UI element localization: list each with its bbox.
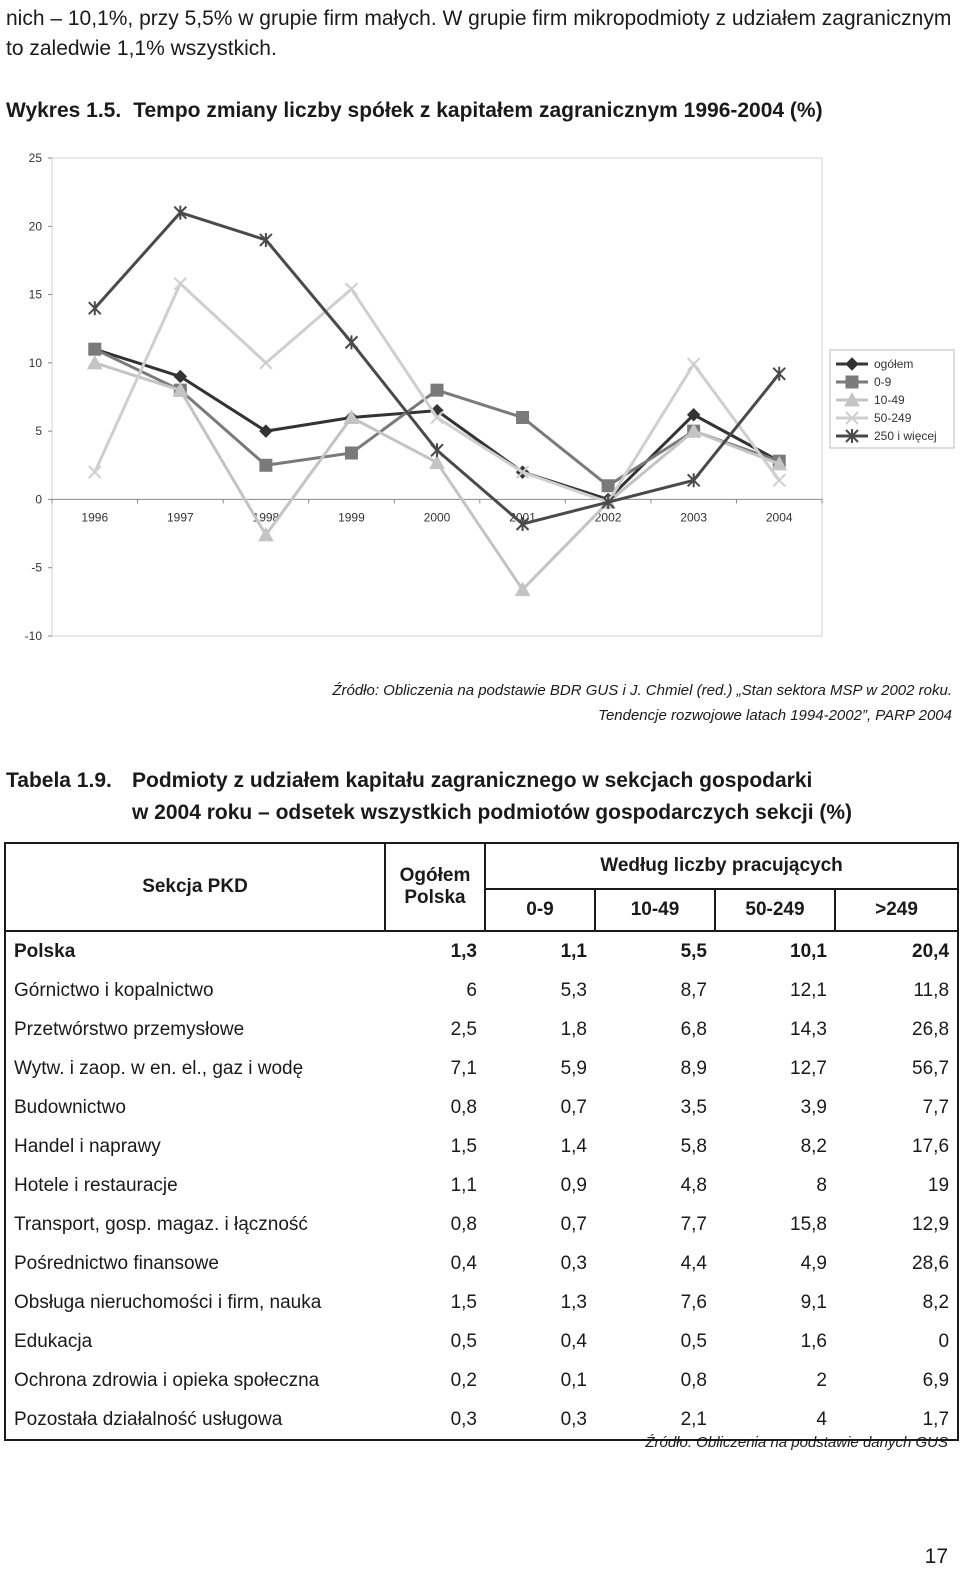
data-point-series-3 — [345, 283, 357, 295]
table-cell: 56,7 — [912, 1057, 950, 1079]
data-point-series-4 — [89, 301, 101, 315]
x-tick-label: 1998 — [252, 510, 280, 525]
data-point-series-3 — [174, 278, 186, 290]
data-point-series-1 — [345, 447, 357, 459]
row-label: Górnictwo i kopalnictwo — [14, 979, 214, 1001]
row-label: Budownictwo — [14, 1096, 126, 1118]
figure-title: Tempo zmiany liczby spółek z kapitałem zagranicznym 1996-2004 (%) — [133, 99, 823, 122]
header-ogolem-line2: Polska — [404, 887, 466, 908]
data-point-series-1 — [260, 459, 272, 471]
table-cell: 12,9 — [912, 1213, 950, 1235]
data-table — [4, 842, 959, 1441]
y-tick-label: 25 — [28, 151, 42, 165]
data-point-series-1 — [431, 384, 443, 396]
table-row — [5, 1088, 958, 1127]
legend-label: 50-249 — [874, 411, 912, 425]
table-body — [5, 931, 958, 1440]
table-row — [5, 971, 958, 1010]
table-cell: 3,9 — [800, 1096, 827, 1118]
table-cell: 17,6 — [912, 1135, 950, 1157]
table-cell: 4,8 — [680, 1174, 707, 1196]
data-point-series-3 — [260, 357, 272, 369]
series-line-4 — [95, 213, 779, 524]
table-row — [5, 1283, 958, 1322]
data-point-series-1 — [602, 480, 614, 492]
legend-label: 0-9 — [874, 375, 892, 389]
data-point-series-1 — [517, 411, 529, 423]
table-cell: 0,9 — [560, 1174, 587, 1196]
y-tick-label: 15 — [28, 287, 42, 302]
row-label: Wytw. i zaop. w en. el., gaz i wodę — [14, 1057, 304, 1079]
table-cell: 1,5 — [450, 1135, 477, 1157]
table-cell: 1,7 — [922, 1408, 950, 1430]
table-cell: 0 — [938, 1330, 950, 1352]
table-cell: 2 — [816, 1369, 827, 1391]
row-label: Przetwórstwo przemysłowe — [14, 1018, 245, 1040]
table-cell: 1,3 — [560, 1291, 587, 1313]
table-cell: 11,8 — [913, 979, 950, 1001]
table-cell: 8,9 — [680, 1057, 707, 1079]
table-cell: 5,5 — [680, 940, 707, 962]
header-col-50-249: 50-249 — [715, 889, 835, 931]
series-line-0 — [95, 349, 779, 499]
table-cell: 1,5 — [450, 1291, 477, 1313]
table-row — [5, 931, 958, 971]
header-ogolem — [385, 843, 485, 931]
table-cell: 8,7 — [680, 979, 707, 1001]
data-point-series-4 — [431, 443, 443, 457]
table-row — [5, 1166, 958, 1205]
table-cell: 0,8 — [680, 1369, 707, 1391]
table-cell: 1,1 — [560, 940, 587, 962]
data-point-series-4 — [773, 367, 785, 381]
figure-source — [332, 678, 952, 728]
header-col-gt249: >249 — [835, 889, 958, 931]
data-point-series-3 — [89, 466, 101, 478]
table-cell: 0,7 — [560, 1213, 587, 1235]
table-cell: 0,8 — [450, 1213, 477, 1235]
table-row — [5, 1361, 958, 1400]
table-row — [5, 1127, 958, 1166]
y-tick-label: 0 — [35, 492, 42, 507]
y-tick-label: -10 — [24, 629, 42, 643]
figure-number: Wykres 1.5. — [6, 99, 122, 122]
table-cell: 7,7 — [922, 1096, 950, 1118]
x-tick-label: 1996 — [81, 510, 109, 525]
table-row — [5, 1322, 958, 1361]
header-sekcja: Sekcja PKD — [5, 843, 385, 931]
table-number: Tabela 1.9. — [6, 769, 112, 792]
data-point-series-1 — [89, 343, 101, 355]
legend-label: 250 i więcej — [874, 429, 937, 443]
table-cell: 0,7 — [560, 1096, 587, 1118]
figure-caption — [6, 99, 823, 123]
table-title-line2: w 2004 roku – odsetek wszystkich podmiotów gospodarczych sekcji (%) — [132, 801, 853, 824]
table-cell: 0,3 — [560, 1252, 587, 1274]
table-row — [5, 1244, 958, 1283]
header-group: Według liczby pracujących — [485, 843, 958, 889]
table-cell: 10,1 — [790, 940, 827, 962]
legend-marker — [846, 376, 858, 388]
data-point-series-2 — [430, 456, 444, 469]
table-cell: 19 — [927, 1174, 950, 1196]
x-tick-label: 2000 — [423, 510, 451, 525]
row-label: Pozostała działalność usługowa — [14, 1408, 283, 1430]
table-cell: 4,9 — [800, 1252, 827, 1274]
row-label: Polska — [14, 940, 76, 962]
table-cell: 12,1 — [790, 979, 827, 1001]
x-tick-label: 1997 — [166, 510, 194, 525]
x-tick-label: 2002 — [594, 510, 622, 525]
table-cell: 1,3 — [450, 940, 477, 962]
legend-label: ogółem — [874, 357, 914, 371]
table-source: Źródło: Obliczenia na podstawie danych GUS — [645, 1434, 948, 1451]
data-point-series-4 — [345, 335, 357, 349]
y-tick-label: 20 — [28, 219, 42, 234]
table-cell: 0,4 — [450, 1252, 477, 1274]
header-col-10-49: 10-49 — [595, 889, 715, 931]
data-point-series-2 — [88, 356, 102, 369]
x-tick-label: 2003 — [680, 510, 708, 525]
row-label: Edukacja — [14, 1330, 93, 1352]
table-cell: 0,8 — [450, 1096, 477, 1118]
table-cell: 0,3 — [560, 1408, 587, 1430]
table-cell: 8,2 — [800, 1135, 827, 1157]
table-cell: 7,1 — [450, 1057, 477, 1079]
table-cell: 26,8 — [912, 1018, 950, 1040]
row-label: Ochrona zdrowia i opieka społeczna — [14, 1369, 320, 1391]
table-cell: 3,5 — [680, 1096, 707, 1118]
header-ogolem-line1: Ogółem — [399, 865, 471, 886]
table-cell: 0,2 — [450, 1369, 477, 1391]
table-cell: 5,9 — [560, 1057, 587, 1079]
table-cell: 15,8 — [790, 1213, 827, 1235]
figure-source-line2: Tendencje rozwojowe latach 1994-2002”, PARP 2004 — [598, 707, 952, 724]
y-tick-label: 10 — [28, 355, 42, 370]
line-chart — [0, 150, 960, 650]
row-label: Handel i naprawy — [14, 1135, 161, 1157]
table-row — [5, 1205, 958, 1244]
table-cell: 14,3 — [790, 1018, 827, 1040]
table-cell: 28,6 — [912, 1252, 950, 1274]
table-cell: 1,4 — [560, 1135, 587, 1157]
data-point-series-3 — [688, 358, 700, 370]
table-cell: 12,7 — [790, 1057, 827, 1079]
x-tick-label: 2004 — [765, 510, 793, 525]
y-tick-label: 5 — [35, 424, 42, 439]
y-tick-label: -5 — [31, 560, 42, 575]
intro-paragraph: nich – 10,1%, przy 5,5% w grupie firm małych. W grupie firm mikropodmioty z udziałem zagranicznym to zaledwie 1,1% wszystkich. — [6, 7, 952, 60]
header-col-0-9: 0-9 — [485, 889, 595, 931]
row-label: Transport, gosp. magaz. i łączność — [14, 1213, 308, 1235]
table-cell: 0,5 — [680, 1330, 707, 1352]
series-line-2 — [95, 363, 779, 590]
table-cell: 1,8 — [560, 1018, 587, 1040]
legend-label: 10-49 — [874, 393, 905, 407]
table-cell: 6,8 — [680, 1018, 707, 1040]
table-cell: 4,4 — [680, 1252, 707, 1274]
x-tick-label: 2001 — [509, 510, 536, 525]
table-cell: 0,5 — [450, 1330, 477, 1352]
data-point-series-3 — [773, 474, 785, 486]
table-cell: 0,1 — [560, 1369, 587, 1391]
table-cell: 0,4 — [560, 1330, 587, 1352]
table-cell: 5,3 — [560, 979, 587, 1001]
row-label: Obsługa nieruchomości i firm, nauka — [14, 1291, 322, 1313]
x-tick-label: 1999 — [338, 510, 365, 525]
page-number: 17 — [924, 1545, 948, 1568]
row-label: Pośrednictwo finansowe — [14, 1252, 219, 1274]
table-cell: 5,8 — [680, 1135, 707, 1157]
table-cell: 7,6 — [680, 1291, 707, 1313]
table-cell: 8 — [816, 1174, 827, 1196]
table-cell: 2,5 — [450, 1018, 477, 1040]
table-cell: 20,4 — [912, 940, 950, 962]
table-cell: 8,2 — [922, 1291, 950, 1313]
table-cell: 4 — [816, 1408, 827, 1430]
table-caption — [6, 765, 852, 829]
table-cell: 1,6 — [800, 1330, 827, 1352]
table-cell: 7,7 — [680, 1213, 707, 1235]
table-cell: 6 — [466, 979, 477, 1001]
figure-source-line1: Źródło: Obliczenia na podstawie BDR GUS i J. Chmiel (red.) „Stan sektora MSP w 2002 roku. — [332, 682, 952, 699]
table-cell: 0,3 — [450, 1408, 477, 1430]
table-row — [5, 1010, 958, 1049]
table-cell: 6,9 — [922, 1369, 950, 1391]
plot-area — [52, 158, 822, 636]
table-title-line1: Podmioty z udziałem kapitału zagranicznego w sekcjach gospodarki — [132, 769, 813, 792]
table-cell: 9,1 — [800, 1291, 827, 1313]
table-row — [5, 1049, 958, 1088]
table-cell: 2,1 — [680, 1408, 707, 1430]
table-cell: 1,1 — [450, 1174, 477, 1196]
row-label: Hotele i restauracje — [14, 1174, 178, 1196]
